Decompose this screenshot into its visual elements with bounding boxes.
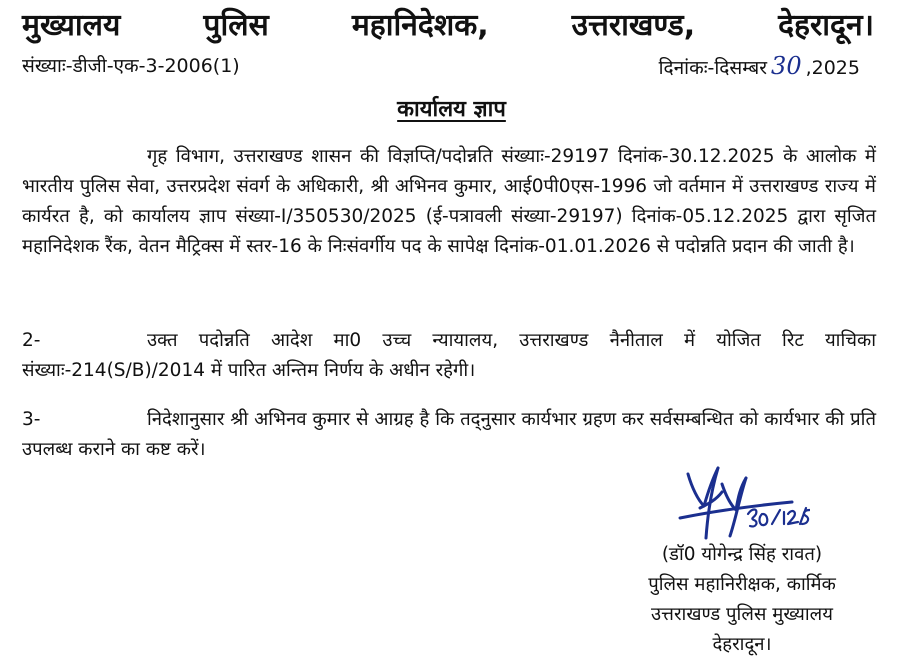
heading-word: पुलिस	[203, 8, 269, 43]
heading-word: महानिदेशक,	[351, 8, 489, 43]
heading-word: देहरादून।	[778, 8, 874, 43]
handwritten-signature	[660, 462, 810, 542]
signatory-office: उत्तराखण्ड पुलिस मुख्यालय	[651, 604, 833, 625]
heading-word: मुख्यालय	[22, 8, 121, 43]
reference-number: संख्याः-डीजी-एक-3-2006(1)	[22, 55, 240, 77]
paragraph-3	[22, 405, 876, 465]
heading-word: उत्तराखण्ड,	[571, 8, 696, 43]
signatory-city: देहरादून।	[712, 634, 772, 655]
paragraph-text: निदेशानुसार श्री अभिनव कुमार से आग्रह है कि तद्नुसार कार्यभार ग्रहण कर सर्वसम्बन्धित को कार्यभार की प्रति उपलब्ध कराने का कष्ट करें।	[22, 409, 876, 460]
paragraph-number: 2-	[22, 330, 41, 351]
signatory-designation: पुलिस महानिरीक्षक, कार्मिक	[648, 574, 836, 595]
signatory-name: (डॉ0 योगेन्द्र सिंह रावत)	[661, 544, 823, 565]
signatory-block	[608, 540, 876, 660]
paragraph-2	[22, 326, 876, 386]
subject-text: कार्यालय ज्ञाप	[397, 97, 506, 122]
paragraph-1: गृह विभाग, उत्तराखण्ड शासन की विज्ञप्ति/पदोन्नति संख्याः-29197 दिनांक-30.12.2025 के आलोक में भारतीय पुलिस सेवा, उत्तरप्रदेश संवर्ग के अधिकारी, श्री अभिनव कुमार, आई0पी0एस-1996 जो वर्तमान में उत्तराखण्ड राज्य में कार्यरत है, को कार्यालय ज्ञाप संख्या-I/350530/2025 (ई-पत्रावली संख्या-29197) दिनांक-05.12.2025 द्वारा सृजित महानिदेशक रैंक, वेतन मैट्रिक्स में स्तर-16 के निःसंवर्गीय पद के सापेक्ष दिनांक-01.01.2026 से पदोन्नति प्रदान की जाती है।	[22, 146, 876, 257]
reference-line	[22, 52, 860, 82]
date-prefix: दिनांकः-दिसम्बर	[658, 57, 768, 79]
letterhead-heading	[22, 4, 874, 48]
paragraph-text: उक्त पदोन्नति आदेश मा0 उच्च न्यायालय, उत्तराखण्ड नैनीताल में योजित रिट याचिका संख्याः-214(S/B)/2014 में पारित अन्तिम निर्णय के अधीन रहेगी।	[22, 330, 876, 381]
handwritten-day: 30	[771, 52, 802, 80]
date-year: ,2025	[805, 57, 860, 79]
issue-date	[659, 52, 860, 82]
subject-title	[0, 94, 903, 126]
paragraph-number: 3-	[22, 409, 41, 430]
